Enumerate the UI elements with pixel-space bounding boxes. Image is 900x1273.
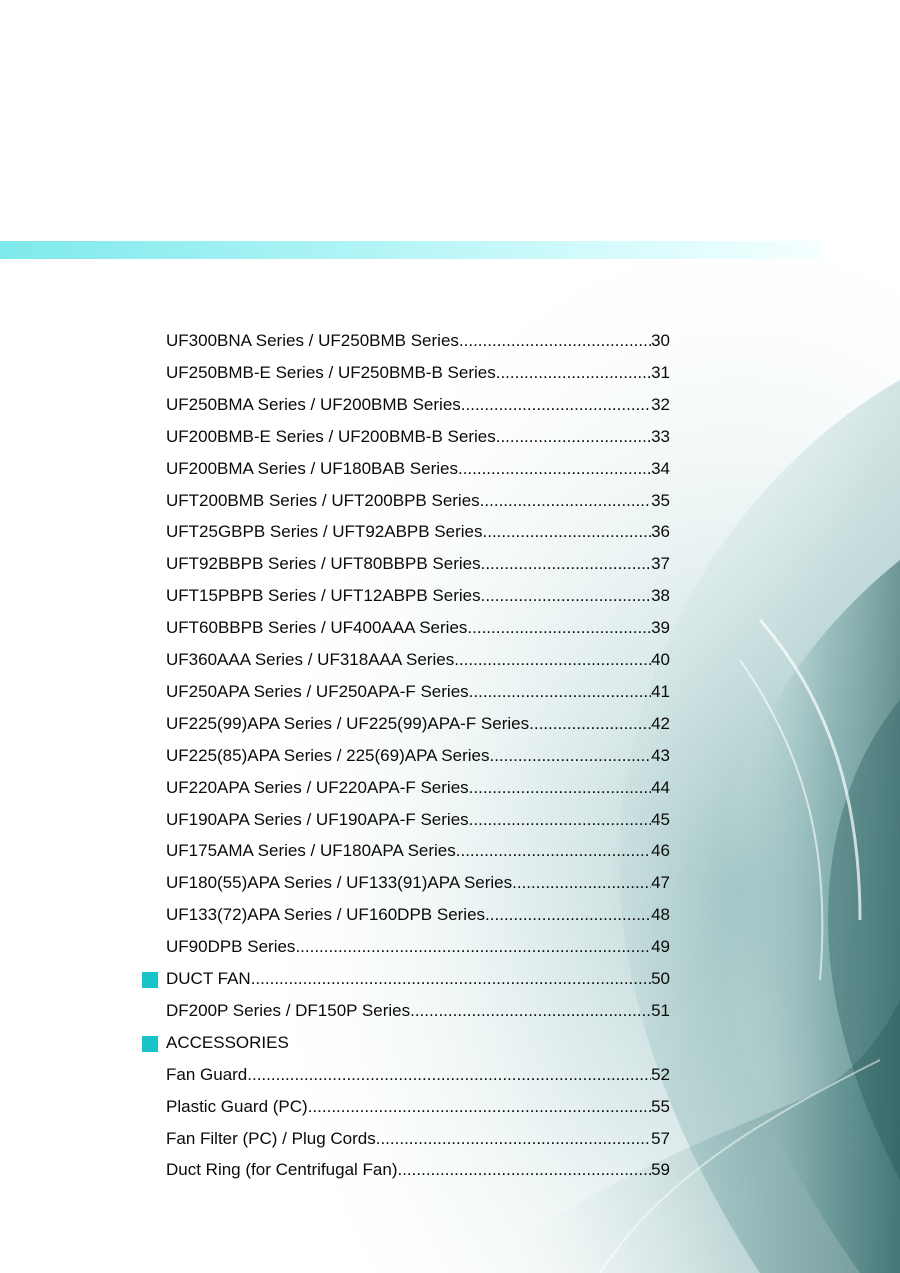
toc-entry-title: DF200P Series / DF150P Series xyxy=(166,1000,411,1020)
toc-entry-text xyxy=(166,427,670,447)
toc-entry[interactable] xyxy=(0,358,900,388)
toc-entry-text xyxy=(166,395,670,415)
toc-entry-text xyxy=(166,650,670,670)
toc-entry-page-number: 52 xyxy=(651,1064,670,1084)
toc-leader-dots xyxy=(481,586,651,606)
toc-entry-text xyxy=(166,746,670,766)
toc-leader-dots xyxy=(247,1065,651,1085)
toc-leader-dots xyxy=(467,618,651,638)
toc-entry-text xyxy=(166,554,670,574)
toc-entry-text xyxy=(166,586,670,606)
toc-entry-text xyxy=(166,1033,670,1053)
toc-entry-text xyxy=(166,841,670,861)
toc-leader-dots xyxy=(458,459,651,479)
toc-entry-title: UF133(72)APA Series / UF160DPB Series xyxy=(166,905,486,925)
toc-entry-text xyxy=(166,905,670,925)
toc-entry-title: UF250BMB-E Series / UF250BMB-B Series xyxy=(166,362,496,382)
toc-entry-page-number: 57 xyxy=(651,1128,670,1148)
toc-entry-page-number: 41 xyxy=(651,681,670,701)
toc-entry-text xyxy=(166,714,670,734)
toc-entry-title: UF190APA Series / UF190APA-F Series xyxy=(166,809,469,829)
toc-leader-dots xyxy=(459,331,651,351)
toc-leader-dots xyxy=(410,1001,651,1021)
toc-entry-text xyxy=(166,618,670,638)
toc-entry-title: UF250APA Series / UF250APA-F Series xyxy=(166,681,469,701)
toc-entry[interactable] xyxy=(0,677,900,707)
toc-entry-text xyxy=(166,1160,670,1180)
toc-entry[interactable] xyxy=(0,645,900,675)
toc-entry-title: UFT200BMB Series / UFT200BPB Series xyxy=(166,490,480,510)
toc-leader-dots xyxy=(251,969,651,989)
toc-entry[interactable] xyxy=(0,709,900,739)
toc-entry-page-number: 31 xyxy=(651,362,670,382)
toc-entry-title: UF225(85)APA Series / 225(69)APA Series xyxy=(166,745,490,765)
toc-entry-title: UF250BMA Series / UF200BMB Series xyxy=(166,394,461,414)
toc-entry-page-number: 45 xyxy=(651,809,670,829)
toc-entry[interactable] xyxy=(0,549,900,579)
toc-entry-text xyxy=(166,491,670,511)
toc-entry-title: UFT15PBPB Series / UFT12ABPB Series xyxy=(166,586,481,606)
toc-entry-text xyxy=(166,363,670,383)
toc-entry[interactable] xyxy=(0,581,900,611)
toc-entry[interactable] xyxy=(0,326,900,356)
toc-entry[interactable] xyxy=(0,517,900,547)
toc-entry-text xyxy=(166,682,670,702)
toc-entry[interactable] xyxy=(0,1092,900,1122)
toc-entry-text xyxy=(166,1001,670,1021)
toc-entry-text xyxy=(166,1097,670,1117)
toc-leader-dots xyxy=(397,1160,651,1180)
toc-entry-title: UF175AMA Series / UF180APA Series xyxy=(166,841,456,861)
toc-entry-title: UF200BMA Series / UF180BAB Series xyxy=(166,458,458,478)
toc-entry[interactable] xyxy=(0,486,900,516)
toc-entry-title: UF220APA Series / UF220APA-F Series xyxy=(166,777,469,797)
toc-entry-title: DUCT FAN xyxy=(166,969,251,988)
toc-leader-dots xyxy=(308,1097,651,1117)
toc-entry-title: UFT60BBPB Series / UF400AAA Series xyxy=(166,618,468,638)
toc-entry-page-number: 51 xyxy=(651,1000,670,1020)
toc-leader-dots xyxy=(461,395,651,415)
toc-entry-page-number: 49 xyxy=(651,937,670,957)
toc-entry-page-number: 59 xyxy=(651,1160,670,1180)
toc-entry-page-number: 30 xyxy=(651,331,670,350)
toc-entry-page-number: 55 xyxy=(651,1096,670,1116)
toc-leader-dots xyxy=(456,841,651,861)
toc-leader-dots xyxy=(469,810,651,830)
toc-entry-page-number: 33 xyxy=(651,426,670,446)
toc-entry-title: UF300BNA Series / UF250BMB Series xyxy=(166,331,459,350)
toc-entry[interactable] xyxy=(0,868,900,898)
toc-entry-text xyxy=(166,331,670,351)
section-marker-square xyxy=(142,1036,158,1052)
toc-entry[interactable] xyxy=(0,773,900,803)
toc-entry-text xyxy=(166,937,670,957)
toc-entry[interactable] xyxy=(0,836,900,866)
toc-entry-page-number: 37 xyxy=(651,554,670,574)
toc-entry-title: Duct Ring (for Centrifugal Fan) xyxy=(166,1160,398,1180)
toc-entry-page-number: 46 xyxy=(651,841,670,861)
toc-entry[interactable] xyxy=(0,613,900,643)
toc-entry-page-number: 43 xyxy=(651,745,670,765)
toc-leader-dots xyxy=(481,554,651,574)
toc-entry-page-number: 36 xyxy=(651,522,670,542)
toc-entry-title: Fan Filter (PC) / Plug Cords xyxy=(166,1128,376,1148)
toc-entry-title: UF180(55)APA Series / UF133(91)APA Series xyxy=(166,873,513,893)
header-band xyxy=(0,241,822,259)
toc-entry-page-number: 44 xyxy=(651,777,670,797)
toc-entry-page-number: 48 xyxy=(651,905,670,925)
toc-entry-text xyxy=(166,810,670,830)
toc-entry[interactable] xyxy=(0,1060,900,1090)
toc-entry-page-number: 39 xyxy=(651,618,670,638)
toc-leader-dots xyxy=(469,682,651,702)
toc-entry-page-number: 34 xyxy=(651,458,670,478)
toc-entry[interactable] xyxy=(0,900,900,930)
toc-entry[interactable] xyxy=(0,805,900,835)
toc-entry[interactable] xyxy=(0,964,900,994)
toc-entry-title: UF225(99)APA Series / UF225(99)APA-F Series xyxy=(166,713,530,733)
toc-leader-dots xyxy=(489,746,651,766)
toc-entry[interactable] xyxy=(0,1155,900,1185)
toc-leader-dots xyxy=(483,522,652,542)
toc-entry-text xyxy=(166,969,670,989)
toc-entry[interactable] xyxy=(0,454,900,484)
toc-leader-dots xyxy=(512,873,651,893)
toc-leader-dots xyxy=(469,778,651,798)
toc-entry-page-number: 42 xyxy=(651,713,670,733)
toc-entry-text xyxy=(166,522,670,542)
toc-leader-dots xyxy=(295,937,651,957)
toc-entry[interactable] xyxy=(0,390,900,420)
toc-leader-dots xyxy=(454,650,651,670)
toc-entry-page-number: 47 xyxy=(651,873,670,893)
toc-entry-title: UFT92BBPB Series / UFT80BBPB Series xyxy=(166,554,481,574)
toc-leader-dots xyxy=(496,427,651,447)
toc-entry-page-number: 50 xyxy=(651,969,670,988)
toc-entry[interactable] xyxy=(0,422,900,452)
toc-entry-title: Fan Guard xyxy=(166,1064,248,1084)
toc-entry[interactable] xyxy=(0,932,900,962)
toc-leader-dots xyxy=(289,1033,670,1053)
toc-entry-text xyxy=(166,873,670,893)
toc-entry-page-number: 38 xyxy=(651,586,670,606)
toc-leader-dots xyxy=(496,363,651,383)
toc-leader-dots xyxy=(529,714,651,734)
toc-entry-text xyxy=(166,459,670,479)
toc-entry[interactable] xyxy=(0,996,900,1026)
toc-entry[interactable] xyxy=(0,1028,900,1058)
toc-entry-title: Plastic Guard (PC) xyxy=(166,1096,308,1116)
toc-entry-page-number: 40 xyxy=(651,650,670,669)
toc-entry-text xyxy=(166,778,670,798)
toc-entry-text xyxy=(166,1129,670,1149)
toc-entry-title: UF200BMB-E Series / UF200BMB-B Series xyxy=(166,426,496,446)
toc-entry-title: UF90DPB Series xyxy=(166,937,296,957)
toc-entry-page-number: 32 xyxy=(651,394,670,414)
toc-leader-dots xyxy=(376,1129,651,1149)
toc-entry[interactable] xyxy=(0,1124,900,1154)
section-marker-square xyxy=(142,972,158,988)
toc-leader-dots xyxy=(480,491,651,511)
toc-entry-text xyxy=(166,1065,670,1085)
toc-entry-title: UFT25GBPB Series / UFT92ABPB Series xyxy=(166,522,483,542)
toc-leader-dots xyxy=(485,905,651,925)
toc-entry-title: UF360AAA Series / UF318AAA Series xyxy=(166,650,455,669)
toc-entry-title: ACCESSORIES xyxy=(166,1032,289,1052)
toc-entry[interactable] xyxy=(0,741,900,771)
toc-entry-page-number: 35 xyxy=(651,490,670,510)
